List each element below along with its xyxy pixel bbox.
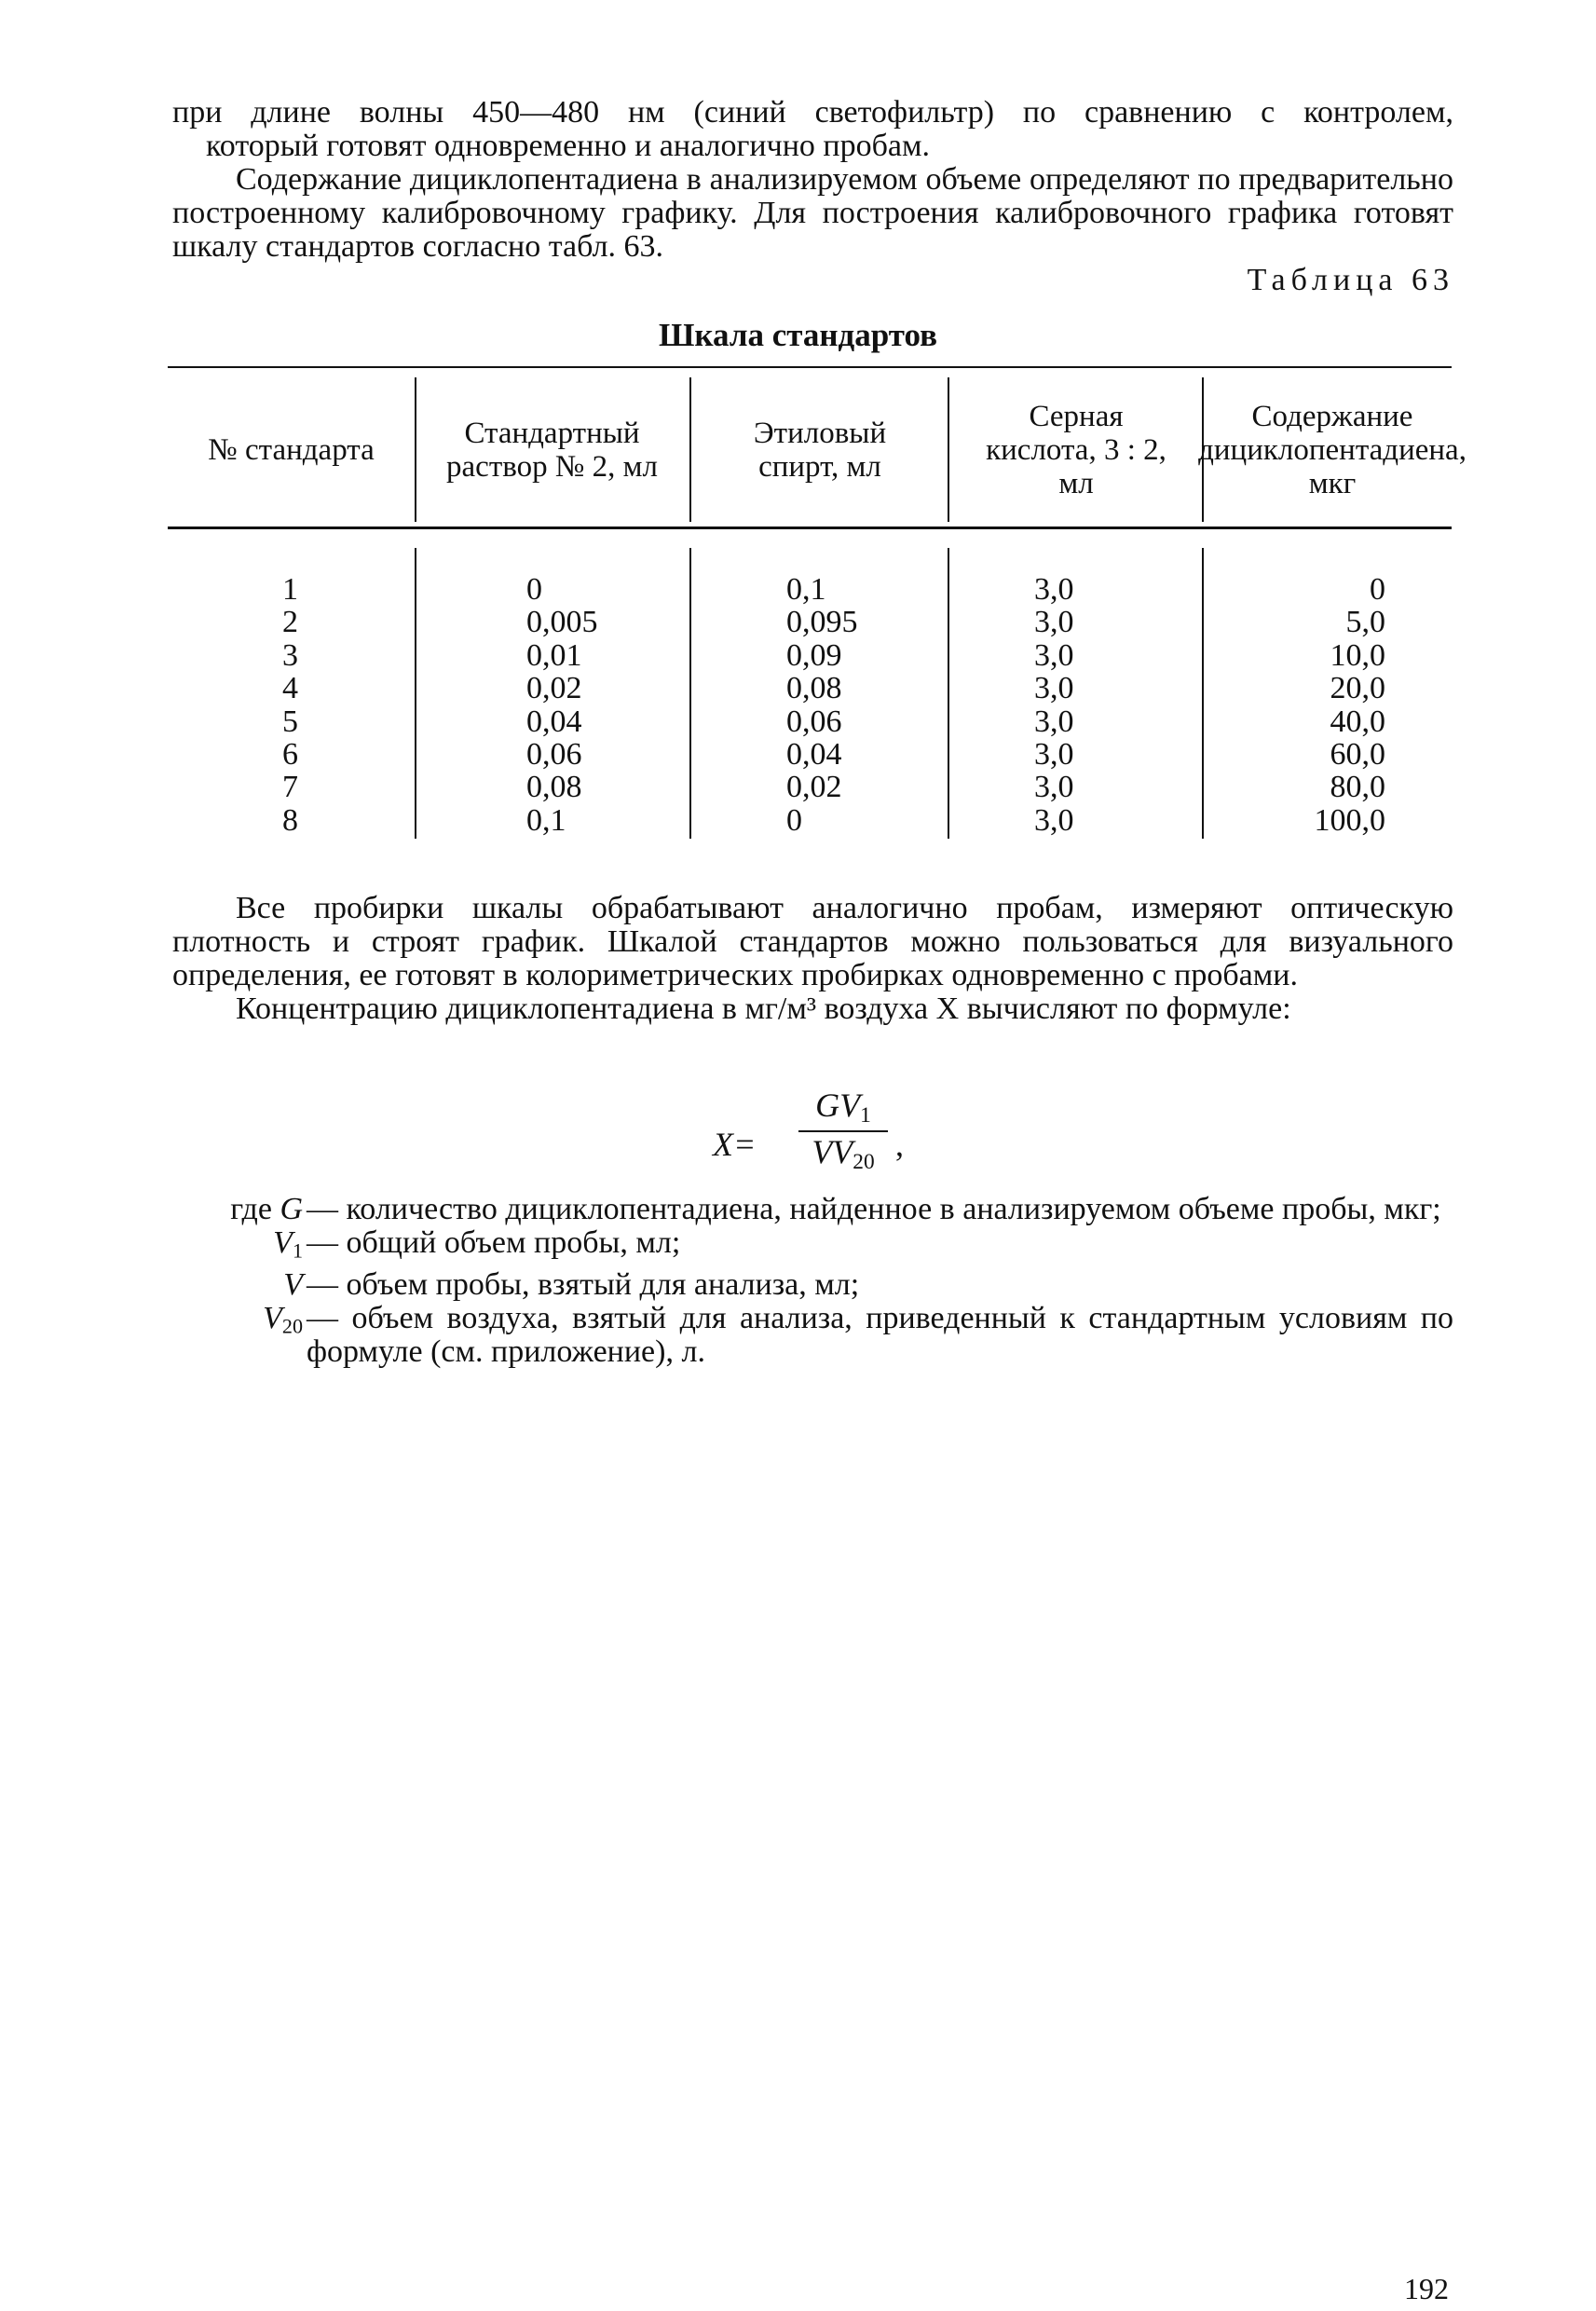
column-ethanol <box>786 573 926 837</box>
header-divider <box>689 377 691 522</box>
table-cell: 0,1 <box>526 802 566 838</box>
body-divider <box>689 548 691 839</box>
table-cell: 3 <box>282 637 298 673</box>
table-cell: 5,0 <box>1345 605 1385 640</box>
definition-symbol: $V_1$ <box>273 1225 303 1263</box>
definition-row <box>172 1302 1453 1369</box>
header-ethanol: Этиловый спирт, мл <box>753 417 887 484</box>
column-content <box>1258 573 1385 837</box>
table-cell: 3,0 <box>1034 704 1074 739</box>
formula-comma: , <box>895 1126 904 1163</box>
table-cell: 0,06 <box>526 737 582 773</box>
table-cell: 0 <box>1370 572 1385 607</box>
formula-numerator: $GV_1$ <box>815 1087 871 1128</box>
definition-symbol: где G <box>230 1192 303 1226</box>
table-cell: 1 <box>282 572 298 607</box>
definition-row <box>172 1226 1453 1268</box>
definition-symbol: V <box>283 1266 303 1302</box>
table-cell: 0,04 <box>526 704 582 739</box>
header-divider <box>415 377 416 522</box>
table-cell: 20,0 <box>1330 671 1385 706</box>
definition-text: — объем воздуха, взятый для анализа, приведенный к стандартным условиям по формуле (см. приложение), л. <box>307 1300 1453 1369</box>
after-table-text <box>172 892 1453 1026</box>
table-cell: 3,0 <box>1034 802 1074 838</box>
table-cell: 2 <box>282 605 298 640</box>
table-cell: 40,0 <box>1330 704 1385 739</box>
definition-text: — количество дициклопентадиена, найденное в анализируемом объеме пробы, мкг; <box>307 1192 1441 1226</box>
definition-symbol: $V_{20}$ <box>263 1300 303 1338</box>
intro-line-1: при длине волны 450—480 нм (синий светофильтр) по сравнению с контролем, <box>172 95 1453 130</box>
table-cell: 3,0 <box>1034 671 1074 706</box>
table-cell: 0,095 <box>786 605 858 640</box>
intro-line-2: который готовят одновременно и аналогично пробам. <box>206 129 930 163</box>
table-cell: 4 <box>282 671 298 706</box>
header-standard-number: № стандарта <box>208 433 375 467</box>
table-top-rule <box>168 366 1452 368</box>
page-number: 192 <box>1404 2272 1449 2305</box>
variable-definitions <box>172 1193 1453 1369</box>
formula-fraction <box>797 1086 890 1175</box>
table-cell: 0,06 <box>786 704 842 739</box>
column-standard-solution <box>526 573 666 837</box>
table-cell: 0,01 <box>526 637 582 673</box>
table-cell: 3,0 <box>1034 605 1074 640</box>
definition-text: — объем пробы, взятый для анализа, мл; <box>307 1266 860 1302</box>
table-title: Шкала стандартов <box>658 317 938 353</box>
body-divider <box>948 548 949 839</box>
table-cell: 7 <box>282 770 298 805</box>
table-header-rule <box>168 526 1452 529</box>
table-cell: 0 <box>526 572 542 607</box>
intro-paragraph-2: Содержание дициклопентадиена в анализируемом объеме определяют по предварительно построенному калибровочному графику. Для построения калибровочного графика готовят шкалу стандартов согласно табл. 63. <box>172 162 1453 264</box>
body-divider <box>415 548 416 839</box>
intro-text <box>172 96 1453 264</box>
definition-row <box>172 1268 1453 1302</box>
table-cell: 3,0 <box>1034 737 1074 773</box>
table-cell: 0,08 <box>526 770 582 805</box>
table-cell: 0,02 <box>526 671 582 706</box>
definition-row <box>172 1193 1453 1226</box>
table-cell: 100,0 <box>1314 802 1385 838</box>
header-divider <box>948 377 949 522</box>
table-cell: 0,09 <box>786 637 842 673</box>
table-cell: 0,005 <box>526 605 598 640</box>
table-cell: 0,02 <box>786 770 842 805</box>
table-cell: 8 <box>282 802 298 838</box>
column-sulfuric-acid <box>1034 573 1146 837</box>
header-content: Содержание дициклопентадиена, мкг <box>1198 400 1466 500</box>
table-cell: 60,0 <box>1330 737 1385 773</box>
table-cell: 5 <box>282 704 298 739</box>
table-label: Таблица 63 <box>1247 263 1454 297</box>
table-cell: 0 <box>786 802 802 838</box>
formula-lhs: X= <box>713 1126 757 1163</box>
body-divider <box>1202 548 1204 839</box>
header-standard-solution: Стандартный раствор № 2, мл <box>446 417 658 484</box>
table-cell: 0,1 <box>786 572 826 607</box>
after-table-paragraph-2: Концентрацию дициклопентадиена в мг/м³ воздуха X вычисляют по формуле: <box>236 991 1291 1026</box>
definition-text: — общий объем пробы, мл; <box>307 1225 681 1260</box>
after-table-paragraph-1: Все пробирки шкалы обрабатывают аналогично пробам, измеряют оптическую плотность и строят график. Шкалой стандартов можно пользоваться для визуального определения, ее готовят в колориметрических пробирках одновременно с пробами. <box>172 891 1453 992</box>
table-cell: 0,08 <box>786 671 842 706</box>
column-standard-number <box>168 573 298 837</box>
table-cell: 3,0 <box>1034 572 1074 607</box>
table-cell: 80,0 <box>1330 770 1385 805</box>
formula-denominator: $VV_{20}$ <box>812 1132 875 1174</box>
header-sulfuric-acid: Серная кислота, 3 : 2, мл <box>986 400 1166 500</box>
table-cell: 0,04 <box>786 737 842 773</box>
table-cell: 3,0 <box>1034 637 1074 673</box>
table-cell: 3,0 <box>1034 770 1074 805</box>
table-cell: 10,0 <box>1330 637 1385 673</box>
table-cell: 6 <box>282 737 298 773</box>
